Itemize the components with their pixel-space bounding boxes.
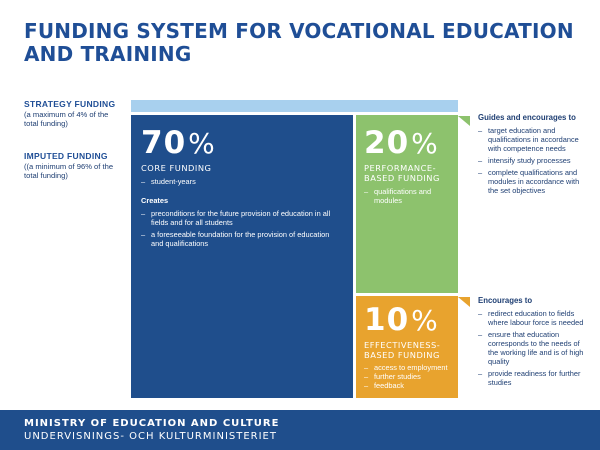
guides-notes (478, 113, 590, 198)
core-funding-basis-list (141, 177, 341, 186)
creates-list (141, 209, 341, 248)
effectiveness-funding-block (356, 296, 458, 398)
effectiveness-funding-percent: 10% (364, 302, 439, 338)
effectiveness-callout-pointer (458, 297, 470, 307)
strategy-funding-note: (a maximum of 4% of the total funding) (24, 110, 109, 128)
list-item: – qualifications and modules (364, 187, 456, 205)
creates-heading: Creates (141, 196, 169, 205)
strategy-funding-heading: STRATEGY FUNDING (24, 99, 116, 109)
effectiveness-funding-name: EFFECTIVENESS-BASED FUNDING (364, 340, 441, 360)
list-item: – feedback (364, 381, 456, 390)
list-item: – target education and qualifications in accordance with competence needs (478, 126, 590, 153)
list-item: – preconditions for the future provision of education in all fields and for all students (141, 209, 341, 227)
list-item: – access to employment (364, 363, 456, 372)
imputed-funding-heading: IMPUTED FUNDING (24, 151, 108, 161)
strategy-funding-label (24, 99, 124, 128)
list-item: – intensify study processes (478, 156, 590, 165)
performance-funding-name: PERFORMANCE-BASED FUNDING (364, 163, 440, 183)
performance-callout-pointer (458, 116, 470, 126)
encourages-heading: Encourages to (478, 296, 533, 305)
ministry-name-swedish: UNDERVISNINGS- OCH KULTURMINISTERIET (24, 431, 277, 442)
encourages-list (478, 309, 590, 387)
ministry-footer (0, 410, 600, 450)
list-item: – provide readiness for further studies (478, 369, 590, 387)
list-item: – student-years (141, 177, 341, 186)
encourages-notes (478, 296, 590, 390)
performance-funding-percent: 20% (364, 125, 439, 161)
imputed-funding-label (24, 151, 124, 180)
core-funding-percent: 70% (141, 125, 216, 161)
imputed-funding-note: ((a minimum of 96% of the total funding) (24, 162, 114, 180)
strategy-funding-bar (131, 100, 458, 112)
page-title: FUNDING SYSTEM FOR VOCATIONAL EDUCATION AND TRAINING (24, 19, 574, 66)
list-item: – further studies (364, 372, 456, 381)
performance-funding-block (356, 115, 458, 293)
effectiveness-funding-list (364, 363, 456, 390)
list-item: – ensure that education corresponds to the needs of the working life and is of high quality (478, 330, 590, 366)
core-funding-block (131, 115, 353, 398)
core-funding-name: CORE FUNDING (141, 163, 212, 173)
ministry-name-english: MINISTRY OF EDUCATION AND CULTURE (24, 418, 280, 429)
guides-heading: Guides and encourages to (478, 113, 576, 122)
list-item: – complete qualifications and modules in accordance with the set objectives (478, 168, 590, 195)
guides-list (478, 126, 590, 195)
performance-funding-list (364, 187, 456, 205)
list-item: – redirect education to fields where labour force is needed (478, 309, 590, 327)
list-item: – a foreseeable foundation for the provision of education and qualifications (141, 230, 341, 248)
